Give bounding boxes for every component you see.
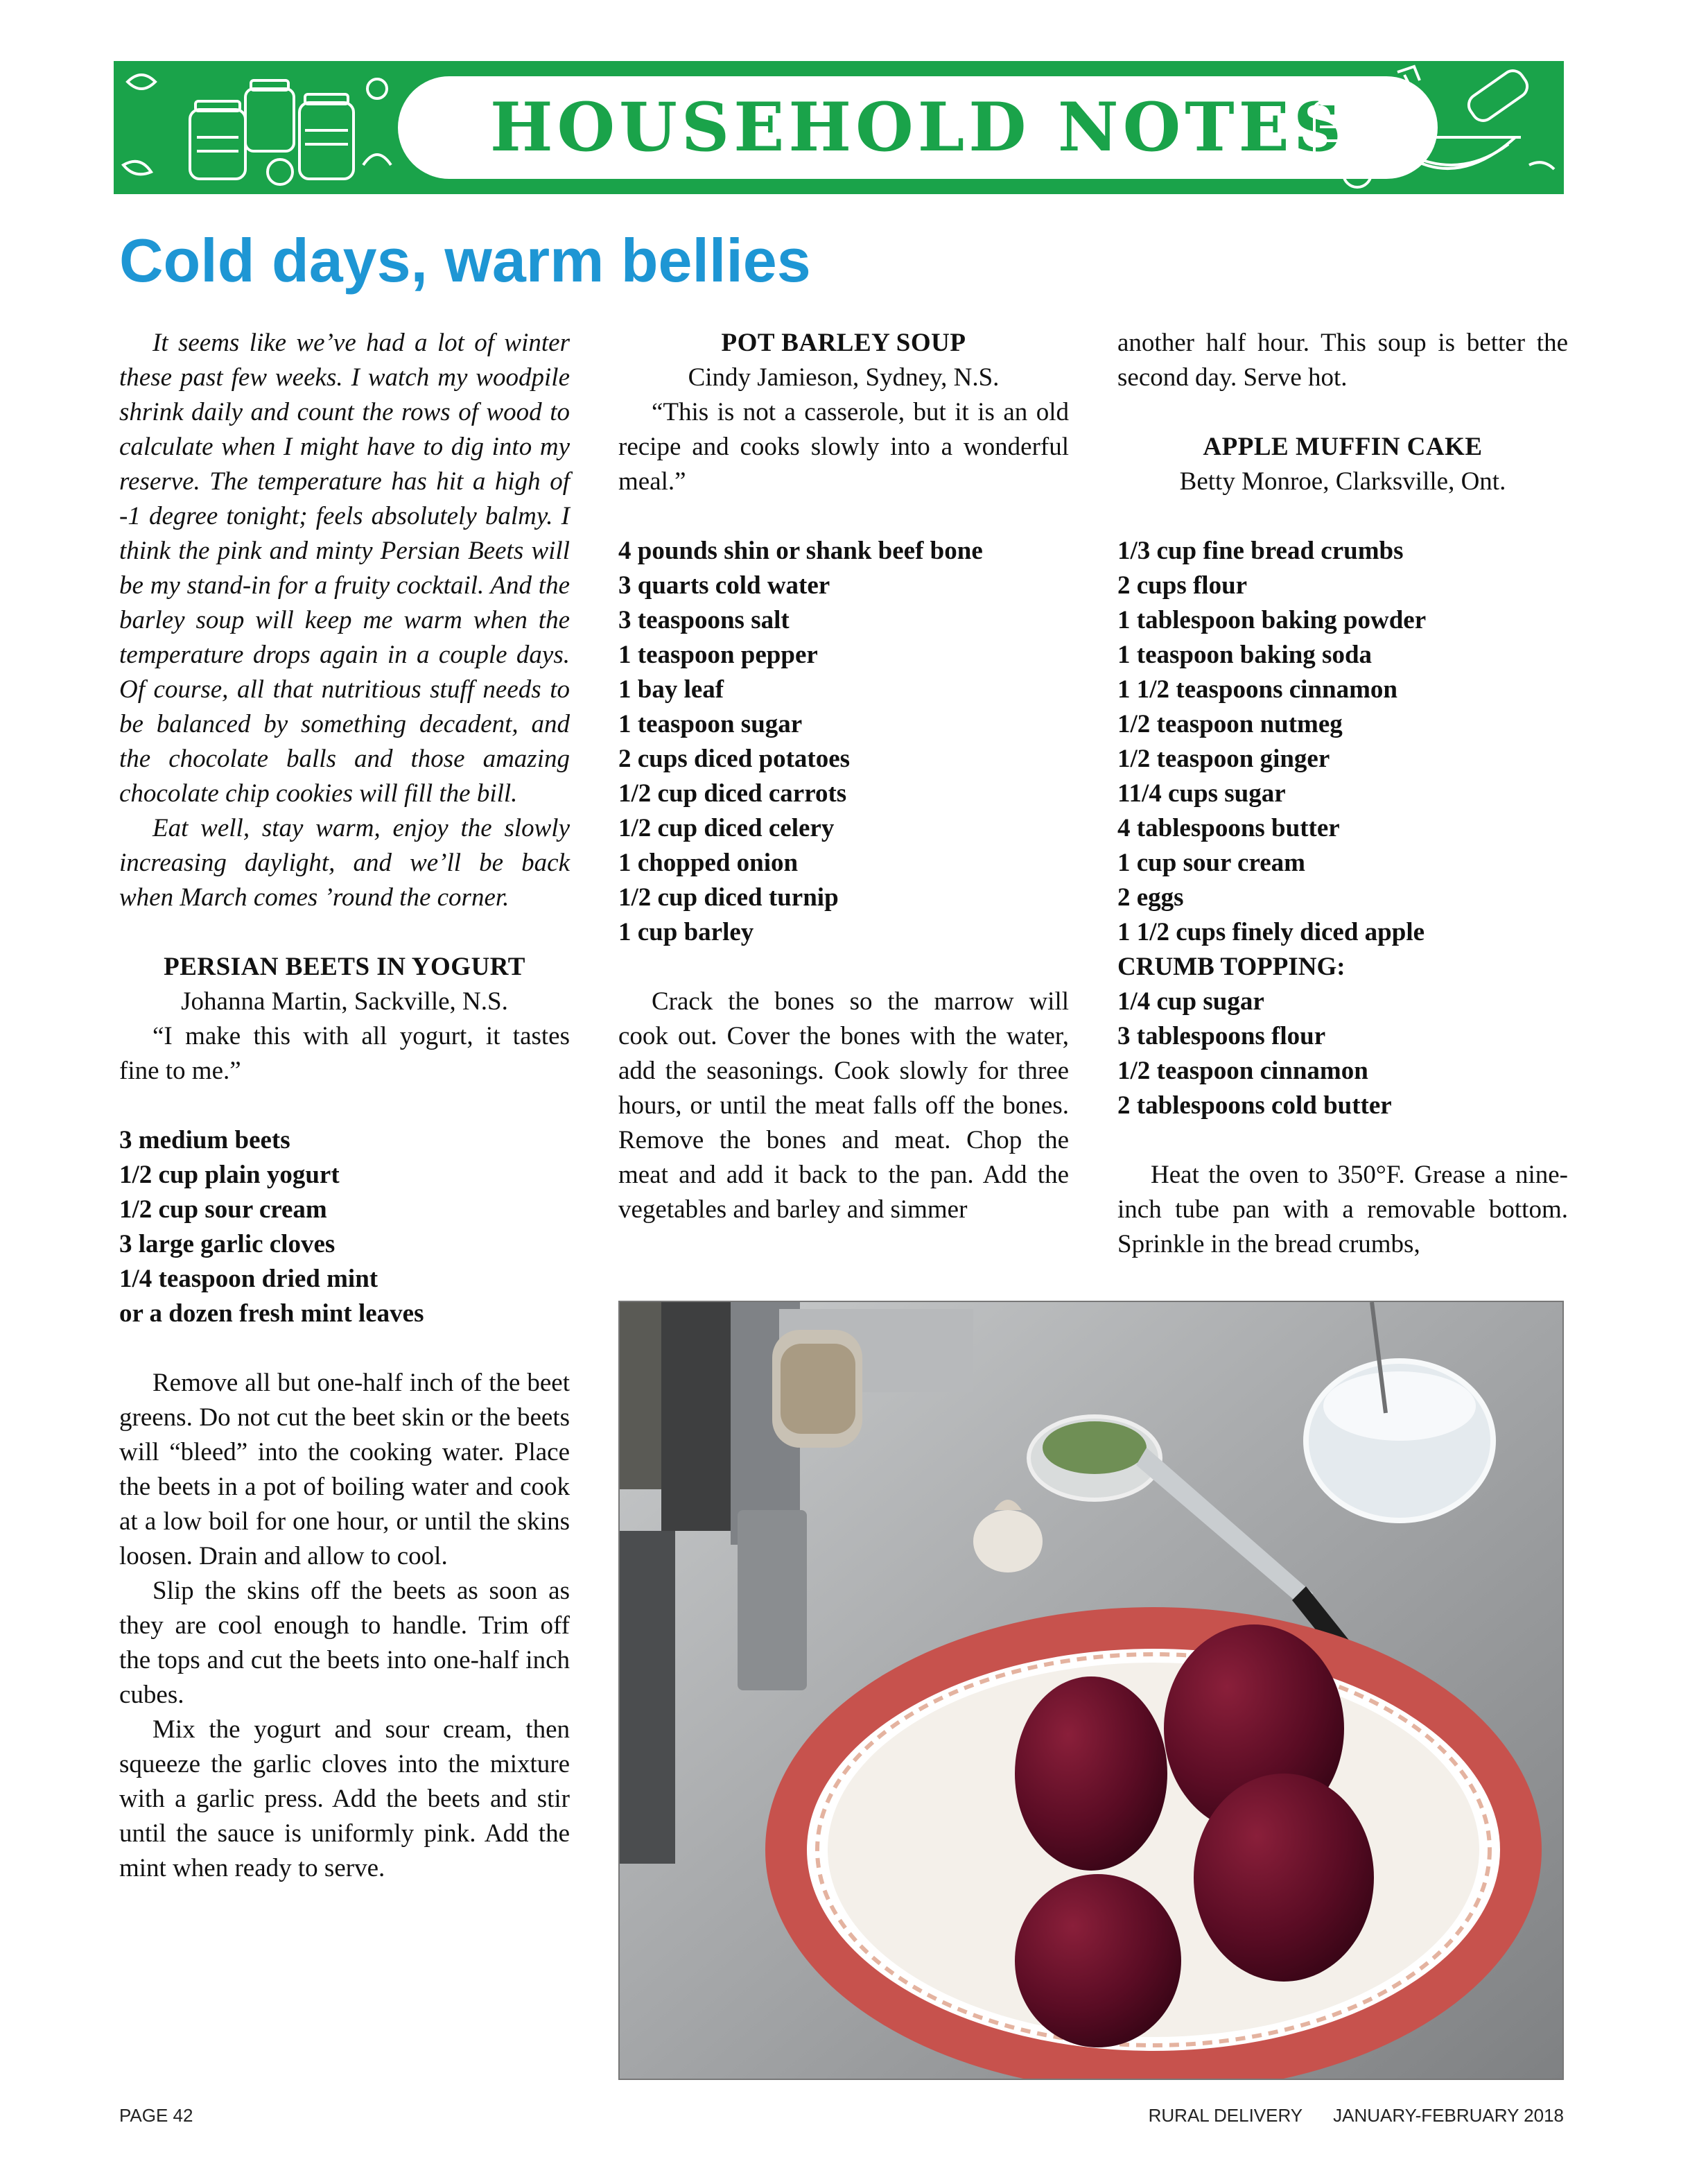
column-middle xyxy=(618,326,1069,1227)
ingredient: 1 teaspoon pepper xyxy=(618,641,818,669)
banner-title: HOUSEHOLD NOTES xyxy=(489,88,1346,166)
ingredient: 1/2 cup sour cream xyxy=(119,1195,327,1224)
ingredient: 1/4 cup sugar xyxy=(1117,987,1264,1016)
ingredient: 1 teaspoon baking soda xyxy=(1117,641,1373,669)
ingredient: 1 1/2 cups finely diced apple xyxy=(1117,918,1425,946)
ingredient: 3 large garlic cloves xyxy=(119,1230,336,1258)
beets-on-plate-image xyxy=(620,1302,1562,2079)
recipe-quote: “This is not a casserole, but it is an old recipe and cooks slowly into a wonderful meal.” xyxy=(618,398,1069,496)
recipe-byline: Betty Monroe, Clarksville, Ont. xyxy=(1179,467,1506,496)
publication-name: RURAL DELIVERY xyxy=(1148,2105,1303,2126)
ingredient: 1/2 teaspoon cinnamon xyxy=(1117,1057,1368,1085)
section-banner xyxy=(114,61,1564,194)
preserve-jars-illustration xyxy=(114,61,398,194)
ingredient: 1 chopped onion xyxy=(618,849,799,877)
ingredient: 1/2 cup diced turnip xyxy=(618,883,839,912)
ingredient: 11/4 cups sugar xyxy=(1117,779,1286,808)
recipe-quote: “I make this with all yogurt, it tastes fine to me.” xyxy=(119,1022,570,1085)
subheading: CRUMB TOPPING: xyxy=(1117,953,1345,981)
ingredient: 1 cup sour cream xyxy=(1117,849,1305,877)
instruction-paragraph: Crack the bones so the marrow will cook out. Cover the bones with the water, add the seasonings. Cook slowly for three hours, or until the meat falls off the bones. Remove the bones and meat. Chop the meat and add it back to the pan. Add the vegetables and barley and simmer xyxy=(618,987,1069,1224)
ingredient: 1/2 teaspoon ginger xyxy=(1117,745,1330,773)
ingredient: 3 medium beets xyxy=(119,1126,290,1154)
ingredient: 1/2 teaspoon nutmeg xyxy=(1117,710,1343,738)
recipe-title: APPLE MUFFIN CAKE xyxy=(1203,433,1483,461)
ingredient: 2 tablespoons cold butter xyxy=(1117,1091,1392,1120)
ingredient: 3 teaspoons salt xyxy=(618,606,790,634)
ingredient: 1 tablespoon baking powder xyxy=(1117,606,1427,634)
recipe-title: PERSIAN BEETS IN YOGURT xyxy=(164,953,525,981)
ingredient-list xyxy=(1117,534,1568,1123)
ingredient: or a dozen fresh mint leaves xyxy=(119,1299,424,1328)
instruction-paragraph: Remove all but one-half inch of the beet greens. Do not cut the beet skin or the beets will “bleed” into the cooking water. Place the beets in a pot of boiling water and cook at a low boil for one hour, or until the skins loosen. Drain and allow to cool. xyxy=(119,1369,570,1570)
ingredient: 4 pounds shin or shank beef bone xyxy=(618,537,983,565)
ingredient: 1 cup barley xyxy=(618,918,754,946)
ingredient: 3 quarts cold water xyxy=(618,571,830,600)
beets-photo xyxy=(618,1301,1564,2080)
intro-paragraph: Eat well, stay warm, enjoy the slowly increasing daylight, and we’ll be back when March comes ’round the corner. xyxy=(119,814,570,912)
ingredient: 1/4 teaspoon dried mint xyxy=(119,1265,378,1293)
ingredient: 2 cups diced potatoes xyxy=(618,745,851,773)
intro-paragraph: It seems like we’ve had a lot of winter these past few weeks. I watch my woodpile shrink daily and count the rows of wood to calculate when I might have to dig into my reserve. The temperature has hit a high of -1 degree tonight; feels absolutely balmy. I think the pink and minty Persian Beets will be my stand-in for a fruity cocktail. And the barley soup will keep me warm when the temperature drops again in a couple days. Of course, all that nutritious stuff needs to be balanced by something decadent, and the chocolate balls and those amazing chocolate chip cookies will fill the bill. xyxy=(119,329,570,808)
ingredient: 1 teaspoon sugar xyxy=(618,710,803,738)
ingredient: 1/2 cup plain yogurt xyxy=(119,1161,340,1189)
issue-date: JANUARY-FEBRUARY 2018 xyxy=(1333,2105,1564,2126)
kitchen-bowl-illustration xyxy=(1307,61,1564,194)
instruction-paragraph: Slip the skins off the beets as soon as they are cool enough to handle. Trim off the tops and cut the beets into one-half inch cubes. xyxy=(119,1577,570,1709)
ingredient: 1/2 cup diced celery xyxy=(618,814,835,842)
instruction-paragraph: Heat the oven to 350°F. Grease a nine-inch tube pan with a removable bottom. Sprinkle in the bread crumbs, xyxy=(1117,1161,1568,1258)
instruction-paragraph: Mix the yogurt and sour cream, then squeeze the garlic cloves into the mixture with a garlic press. Add the beets and stir until the sauce is uniformly pink. Add the mint when ready to serve. xyxy=(119,1715,570,1882)
recipe-byline: Cindy Jamieson, Sydney, N.S. xyxy=(688,363,1000,392)
ingredient: 1 bay leaf xyxy=(618,675,724,704)
ingredient: 1/2 cup diced carrots xyxy=(618,779,847,808)
footer-publication-info xyxy=(1149,2104,1564,2127)
ingredient: 3 tablespoons flour xyxy=(1117,1022,1326,1050)
ingredient-list xyxy=(618,534,1069,950)
ingredient: 2 cups flour xyxy=(1117,571,1248,600)
page-number: PAGE 42 xyxy=(119,2105,193,2126)
recipe-title: POT BARLEY SOUP xyxy=(721,329,966,357)
recipe-byline: Johanna Martin, Sackville, N.S. xyxy=(181,987,508,1016)
instruction-continued: another half hour. This soup is better the second day. Serve hot. xyxy=(1117,329,1568,392)
banner-title-plate xyxy=(398,76,1438,179)
column-right xyxy=(1117,326,1568,1262)
ingredient: 2 eggs xyxy=(1117,883,1184,912)
ingredient: 4 tablespoons butter xyxy=(1117,814,1340,842)
article-headline: Cold days, warm bellies xyxy=(119,226,811,295)
ingredient-list xyxy=(119,1123,570,1331)
column-left xyxy=(119,326,570,1886)
ingredient: 1 1/2 teaspoons cinnamon xyxy=(1117,675,1397,704)
ingredient: 1/3 cup fine bread crumbs xyxy=(1117,537,1404,565)
